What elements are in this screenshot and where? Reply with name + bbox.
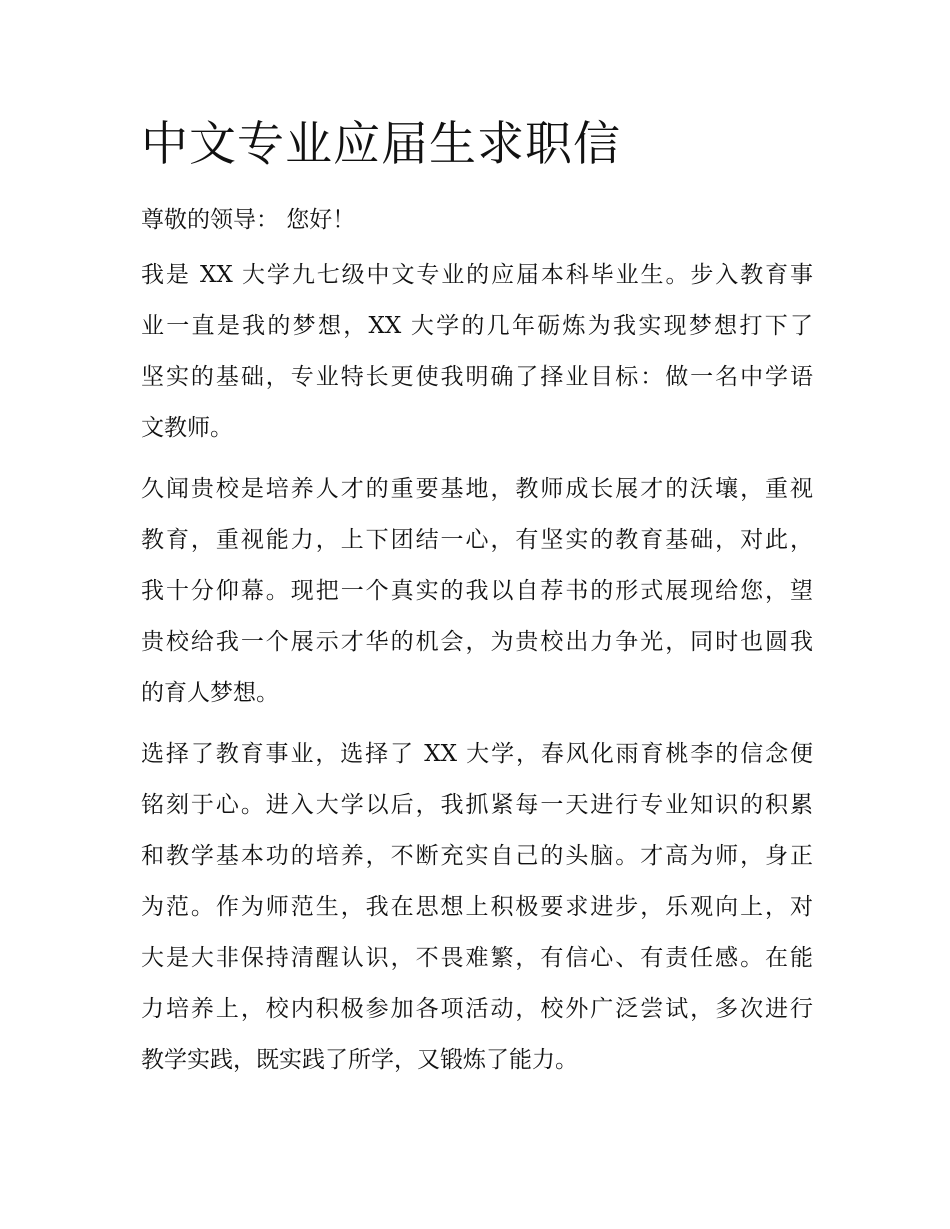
paragraph-line: 久闻贵校是培养人才的重要基地，教师成长展才的沃壤，重视 [141, 476, 813, 502]
paragraph-line: 我是 XX 大学九七级中文专业的应届本科毕业生。步入教育事 [141, 262, 813, 288]
paragraph-line: 大是大非保持清醒认识，不畏难繁，有信心、有责任感。在能 [141, 945, 813, 971]
paragraph-3 [141, 729, 813, 1086]
letter-body [141, 112, 813, 1086]
paragraph-line: 我十分仰幕。现把一个真实的我以自荐书的形式展现给您，望 [141, 578, 813, 604]
paragraph-line: 的育人梦想。 [141, 680, 279, 706]
paragraph-line: 业一直是我的梦想，XX 大学的几年砺炼为我实现梦想打下了 [141, 313, 813, 339]
paragraph-line: 文教师。 [141, 415, 233, 441]
greeting: 尊敬的领导： 您好！ [141, 207, 356, 233]
paragraph-2 [141, 464, 813, 719]
paragraph-line: 选择了教育事业，选择了 XX 大学，春风化雨育桃李的信念便 [141, 741, 813, 767]
paragraph-line: 教学实践，既实践了所学，又锻炼了能力。 [141, 1047, 578, 1073]
paragraph-line: 为范。作为师范生，我在思想上积极要求进步，乐观向上，对 [141, 894, 813, 920]
paragraph-line: 力培养上，校内积极参加各项活动，校外广泛尝试，多次进行 [141, 996, 813, 1022]
paragraph-line: 教育，重视能力，上下团结一心，有坚实的教育基础，对此， [141, 527, 813, 553]
paragraph-line: 和教学基本功的培养，不断充实自己的头脑。才高为师，身正 [141, 843, 813, 869]
document-title: 中文专业应届生求职信 [141, 117, 621, 172]
paragraph-1 [141, 250, 813, 454]
paragraph-line: 贵校给我一个展示才华的机会，为贵校出力争光，同时也圆我 [141, 629, 813, 655]
paragraph-line: 铭刻于心。进入大学以后，我抓紧每一天进行专业知识的积累 [141, 792, 813, 818]
paragraph-line: 坚实的基础，专业特长更使我明确了择业目标：做一名中学语 [141, 364, 813, 390]
